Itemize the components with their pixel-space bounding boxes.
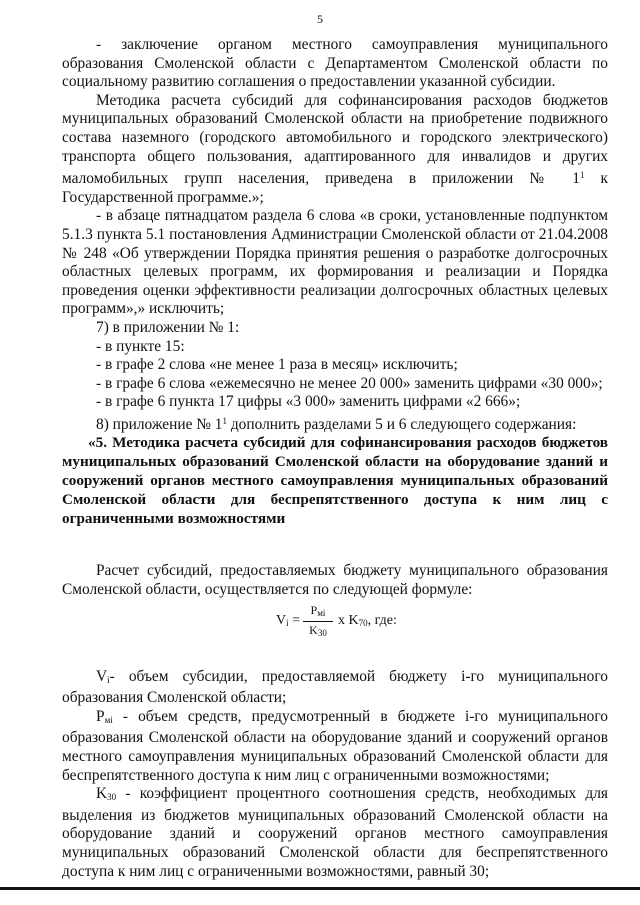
numerator-subscript: мi bbox=[317, 607, 326, 618]
formula-equals: = bbox=[288, 612, 301, 628]
definition-text: - коэффициент процентного соотношения средств, необходимых для выделения из бюджетов муниципальных образований Смоленской области на оборудование зданий и сооружений органов местного самоуправления муниципальных образований Смоленской области для беспрепятственного доступа к ним лиц с ограниченными возможностями, равный 30; bbox=[62, 785, 608, 880]
spacer bbox=[62, 528, 608, 562]
list-item-appendix1: 7) в приложении № 1: bbox=[96, 318, 240, 336]
formula-tail: , где: bbox=[367, 612, 397, 628]
superscript-mark: 1 bbox=[579, 170, 585, 181]
definition-pmi bbox=[62, 708, 608, 785]
list-item-point17: - в графе 6 пункта 17 цифры «3 000» заменить цифрами «2 666»; bbox=[96, 393, 521, 411]
page-number: 5 bbox=[317, 12, 323, 26]
definition-k30 bbox=[62, 785, 608, 881]
formula-multiplier-subscript: 70 bbox=[358, 617, 368, 628]
formula-rest bbox=[338, 612, 397, 633]
definition-symbol bbox=[96, 785, 116, 807]
paragraph-methodology-reference bbox=[62, 92, 608, 208]
section-title-rest: бюджетов муниципальных образований Смоленской области на оборудование зданий и сооружений органов местного самоуправления муниципальных образований Смоленской области для беспрепятственного доступа к ним лиц с ограниченными возможностями bbox=[62, 434, 608, 527]
definition-symbol-subscript: мi bbox=[104, 714, 113, 725]
paragraph-section6-amendment: - в абзаце пятнадцатом раздела 6 слова «в сроки, установленные подпунктом 5.1.3 пункта 5.1 постановления Администрации Смоленской области от 21.04.2008 № 248 «Об утверждении Порядка принятия решения о разработке долгосрочных областных целевых программ, их формирования и реализации и Порядка проведения оценки эффективности реализации долгосрочных областных целевых программ»,» исключить; bbox=[62, 207, 608, 318]
definition-symbol-letter: P bbox=[96, 707, 105, 725]
numerator-symbol: P bbox=[310, 602, 318, 617]
denominator-subscript: 30 bbox=[317, 627, 327, 638]
paragraph-formula-intro: Расчет субсидий, предоставляемых бюджету муниципального образования Смоленской области, осуществляется по следующей формуле: bbox=[62, 562, 608, 599]
formula-numerator bbox=[303, 602, 333, 622]
formula-fraction bbox=[303, 602, 333, 641]
formula-multiplier: x K bbox=[338, 612, 359, 628]
definition-symbol-subscript: 30 bbox=[107, 792, 117, 803]
definition-symbol-subscript: i bbox=[107, 674, 110, 685]
paragraph-agreement: - заключение органом местного самоуправления муниципального образования Смоленской области с Департаментом Смоленской области по социальному развитию соглашения о предоставлении указанной субсидии. bbox=[62, 36, 608, 91]
paragraph-methodology-text: Методика расчета субсидий для софинансирования расходов бюджетов муниципальных образований Смоленской области на приобретение подвижного состава наземного (городского автомобильного и городского электрического) транспорта общего пользования, адаптированного для инвалидов и других маломобильных групп населения, приведена в приложении № 1 bbox=[62, 91, 608, 188]
superscript-mark: 1 bbox=[222, 415, 227, 426]
paragraph-methodology-tail: к Государственной программе.»; bbox=[62, 170, 608, 206]
formula-lhs-subscript: i bbox=[286, 617, 289, 628]
formula bbox=[62, 602, 608, 646]
appendix-addition-tail: дополнить разделами 5 и 6 следующего содержания: bbox=[226, 415, 577, 433]
document-body bbox=[62, 36, 608, 881]
spacer bbox=[62, 646, 608, 668]
appendix-addition-text: 8) приложение № 1 bbox=[96, 415, 223, 433]
definition-symbol-letter: V bbox=[96, 667, 108, 685]
formula-lhs-symbol: V bbox=[276, 612, 287, 628]
bottom-border-line bbox=[0, 887, 640, 890]
formula-denominator bbox=[303, 622, 333, 641]
list-item-column2: - в графе 2 слова «не менее 1 раза в месяц» исключить; bbox=[96, 356, 458, 374]
list-item-column6: - в графе 6 слова «ежемесячно не менее 20 000» заменить цифрами «30 000»; bbox=[96, 374, 603, 392]
section-title bbox=[62, 434, 608, 528]
definition-text: - объем субсидии, предоставляемой бюджету i-го муниципального образования Смоленской области; bbox=[62, 667, 608, 707]
definition-text: - объем средств, предусмотренный в бюджете i-го муниципального образования Смоленской области на оборудование зданий и сооружений органов местного самоуправления муниципальных образований Смоленской области для беспрепятственного доступа к ним лиц с ограниченными возможностями; bbox=[62, 707, 608, 784]
formula-lhs bbox=[276, 612, 300, 633]
definition-symbol bbox=[96, 668, 110, 690]
list-item-point15: - в пункте 15: bbox=[96, 337, 185, 355]
definition-symbol-letter: K bbox=[96, 785, 108, 803]
definition-vi bbox=[62, 668, 608, 708]
denominator-symbol: K bbox=[309, 622, 318, 637]
section-title-lead: «5. Методика расчета субсидий для софинансирования расходов bbox=[88, 434, 537, 452]
list-item-appendix-addition bbox=[62, 412, 608, 435]
definition-symbol bbox=[96, 708, 113, 730]
